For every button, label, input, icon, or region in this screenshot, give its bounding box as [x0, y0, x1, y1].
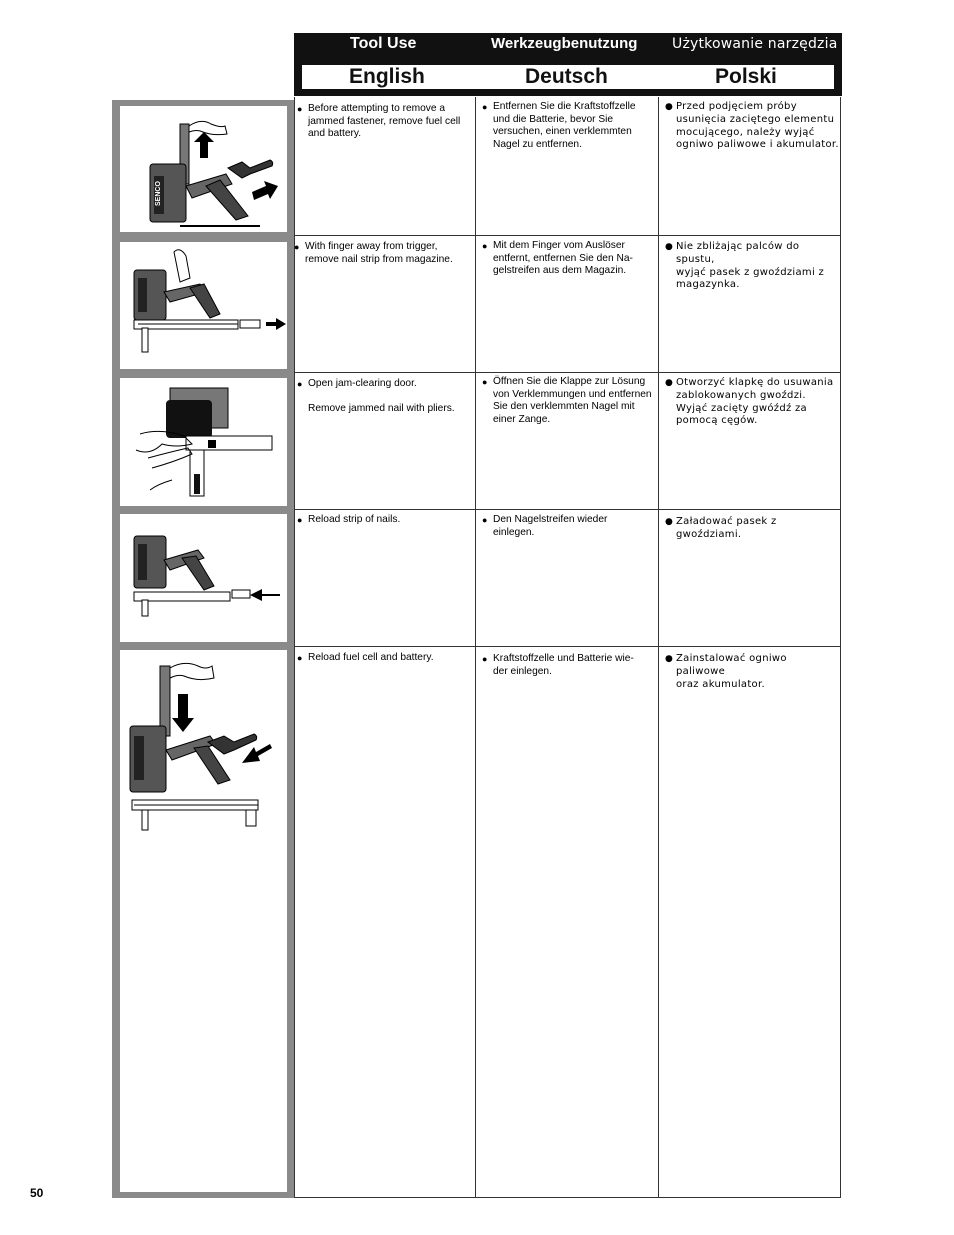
- illustration-reload-fuel-cell: [120, 650, 287, 1192]
- step-4-de: ● Den Nagelstreifen wieder einlegen.: [482, 514, 608, 538]
- step-3-en: ● Open jam-clearing door. Remove jammed nail with pliers.: [297, 378, 455, 415]
- step-1-de: ● Entfernen Sie die Kraftstoffzelle und die Batterie, bevor Sie versuchen, einen verklemmten Nagel zu entfernen.: [482, 101, 636, 150]
- step-4-en: ● Reload strip of nails.: [297, 514, 401, 525]
- step-2-en: ● With finger away from trigger, remove nail strip from magazine.: [294, 241, 453, 265]
- step-1-pl: ● Przed podjęciem próby usunięcia zaciętego elementu mocującego, należy wyjąć ogniwo paliwowe i akumulator.: [665, 101, 839, 151]
- brand-logo: SENCO: [155, 181, 162, 206]
- language-english: English: [349, 65, 425, 88]
- section-title-pl: Użytkowanie narzędzia: [672, 36, 838, 52]
- step-5-pl: ● Zainstalować ogniwo paliwowe oraz akumulator.: [665, 653, 787, 690]
- step-4-pl: ● Załadować pasek z gwoździami.: [665, 516, 777, 540]
- illustration-remove-fuel-cell: [120, 106, 287, 232]
- step-2-de: ● Mit dem Finger vom Auslöser entfernt, entfernen Sie den Na- gelstreifen aus dem Magazin.: [482, 240, 633, 277]
- page-number: 50: [30, 1186, 44, 1200]
- illustration-column: [112, 100, 294, 1198]
- language-polski: Polski: [715, 65, 777, 88]
- step-2-pl: ● Nie zbliżając palców do spustu, wyjąć pasek z gwoździami z magazynka.: [665, 241, 825, 291]
- illustration-reload-nails: [120, 514, 287, 642]
- section-title-de: Werkzeugbenutzung: [491, 35, 638, 52]
- illustration-jam-clearing: [120, 378, 287, 506]
- step-3-de: ● Öffnen Sie die Klappe zur Lösung von Verklemmungen und entfernen Sie den verklemmten Nagel mit einer Zange.: [482, 376, 652, 425]
- step-3-pl: ● Otworzyć klapkę do usuwania zablokowanych gwoździ. Wyjąć zacięty gwóźdź za pomocą cęgów.: [665, 377, 834, 427]
- step-1-en: ● Before attempting to remove a jammed fastener, remove fuel cell and battery.: [297, 103, 461, 140]
- section-title-en: Tool Use: [350, 35, 417, 52]
- language-deutsch: Deutsch: [525, 65, 608, 88]
- instruction-table: [294, 97, 841, 1198]
- language-bar: [302, 65, 834, 89]
- step-5-de: ● Kraftstoffzelle und Batterie wie- der einlegen.: [482, 653, 634, 677]
- step-5-en: ● Reload fuel cell and battery.: [297, 652, 434, 663]
- illustration-remove-nail-strip: [120, 242, 287, 369]
- section-header: [294, 33, 842, 96]
